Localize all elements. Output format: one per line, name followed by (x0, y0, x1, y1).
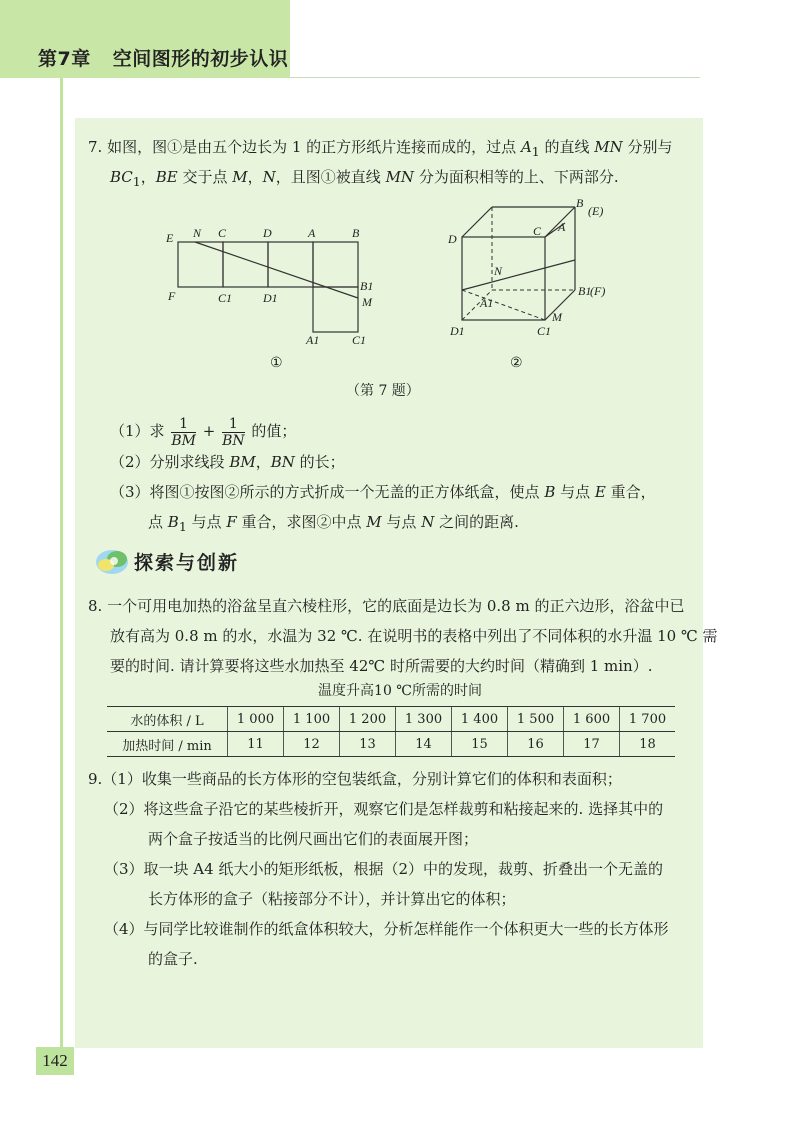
table-row-volume (107, 707, 675, 732)
problem-7-q3-line-2: 点 $B_1$ 与点 F 重合，求图②中点 M 与点 N 之间的距离. (148, 513, 519, 534)
figure-1-label: ① (270, 355, 283, 371)
table-cell: 1 700 (620, 707, 676, 732)
pt-M: M (552, 310, 562, 324)
table-cell: 15 (452, 732, 508, 757)
figure-2-cube (440, 195, 620, 350)
table-cell: 11 (228, 732, 284, 757)
pt-E: E (166, 231, 174, 245)
table-cell: 14 (396, 732, 452, 757)
pt-B: B (352, 226, 360, 240)
problem-7-line-1: 7. 如图，图①是由五个边长为 1 的正方形纸片连接而成的，过点 $A_1$ 的直线 MN 分别与 (88, 138, 673, 159)
chapter-title: 空间图形的初步认识 (112, 48, 289, 70)
problem-9-line-6: （4）与同学比较谁制作的纸盒体积较大，分析怎样能作一个体积更大一些的长方体形 (104, 920, 669, 938)
table-cell: 1 500 (508, 707, 564, 732)
pt-A: A (558, 220, 566, 234)
pt-N: N (193, 226, 202, 240)
problem-9-line-7: 的盒子. (148, 950, 198, 968)
problem-7-q2: （2）分别求线段 BM，BN 的长； (110, 453, 345, 471)
table-cell: 1 200 (340, 707, 396, 732)
row-label: 水的体积 / L (107, 707, 228, 732)
table-row-time (107, 732, 675, 757)
pt-A: A (308, 226, 316, 240)
table-cell: 1 600 (564, 707, 620, 732)
table-cell: 1 400 (452, 707, 508, 732)
section-title: 探索与创新 (134, 552, 240, 574)
figure-2-label: ② (510, 355, 523, 371)
pt-M: M (362, 295, 372, 309)
table-cell: 16 (508, 732, 564, 757)
pt-B1: B1 (360, 279, 374, 293)
pt-A1: A1 (480, 296, 494, 310)
figure-1-net (160, 220, 390, 350)
pt-E-paren: (E) (588, 204, 604, 218)
chapter-header (38, 44, 288, 71)
table-cell: 1 000 (228, 707, 284, 732)
pt-F: F (168, 289, 176, 303)
pt-D1: D1 (450, 324, 465, 338)
pt-C1: C1 (537, 324, 552, 338)
table-cell: 1 100 (284, 707, 340, 732)
table-cell: 18 (620, 732, 676, 757)
pt-D1: D1 (263, 291, 278, 305)
chapter-number: 第7章 (38, 48, 91, 70)
problem-7-q1: （1）求 $\frac{1}{BM}$ + $\frac{1}{BN}$ 的值； (110, 415, 297, 449)
fraction-1-over-BM: $\frac{1}{BM}$ (171, 415, 196, 449)
pt-C1b: C1 (352, 333, 367, 347)
pt-N: N (494, 264, 503, 278)
page-number: 142 (36, 1047, 74, 1075)
margin-bar (60, 78, 63, 1048)
pt-C: C (533, 224, 542, 238)
problem-9-line-1: 9.（1）收集一些商品的长方体形的空包装纸盒，分别计算它们的体积和表面积； (88, 770, 622, 788)
problem-8-line-1: 8. 一个可用电加热的浴盆呈直六棱柱形，它的底面是边长为 0.8 m 的正六边形，浴盆中已 (88, 597, 685, 615)
row-label: 加热时间 / min (107, 732, 228, 757)
problem-7-line-2: $BC_1$，BE 交于点 M，N，且图①被直线 MN 分为面积相等的上、下两部分. (110, 168, 619, 189)
table-cell: 13 (340, 732, 396, 757)
pt-F-paren: (F) (590, 284, 606, 298)
problem-9-line-4: （3）取一块 A4 纸大小的矩形纸板，根据（2）中的发现，裁剪、折叠出一个无盖的 (104, 860, 664, 878)
heating-time-table (107, 706, 675, 757)
problem-7-q3-line-1: （3）将图①按图②所示的方式折成一个无盖的正方体纸盒，使点 B 与点 E 重合， (110, 483, 656, 501)
figure-caption: （第 7 题） (346, 383, 420, 399)
header-rule (290, 77, 700, 78)
problem-8-line-3: 要的时间. 请计算要将这些水加热至 42℃ 时所需要的大约时间（精确到 1 min）. (110, 657, 653, 675)
problem-8-line-2: 放有高为 0.8 m 的水，水温为 32 ℃. 在说明书的表格中列出了不同体积的水升温 10 ℃ 需 (110, 627, 718, 645)
problem-9-line-5: 长方体形的盒子（粘接部分不计），并计算出它的体积； (148, 890, 516, 908)
pt-D: D (448, 232, 457, 246)
pt-C1: C1 (218, 291, 233, 305)
section-swirl-icon (90, 540, 134, 580)
table-title: 温度升高10 ℃所需的时间 (318, 683, 482, 699)
problem-9-line-3: 两个盒子按适当的比例尺画出它们的表面展开图； (148, 830, 479, 848)
problem-9-line-2: （2）将这些盒子沿它的某些棱折开，观察它们是怎样裁剪和粘接起来的. 选择其中的 (104, 800, 664, 818)
fraction-1-over-BN: $\frac{1}{BN}$ (222, 415, 245, 449)
table-cell: 12 (284, 732, 340, 757)
pt-D: D (263, 226, 272, 240)
pt-B1: B1 (578, 284, 592, 298)
pt-C: C (218, 226, 227, 240)
pt-A1: A1 (306, 333, 320, 347)
table-cell: 17 (564, 732, 620, 757)
table-cell: 1 300 (396, 707, 452, 732)
pt-B: B (576, 196, 584, 210)
section-heading (90, 540, 240, 580)
